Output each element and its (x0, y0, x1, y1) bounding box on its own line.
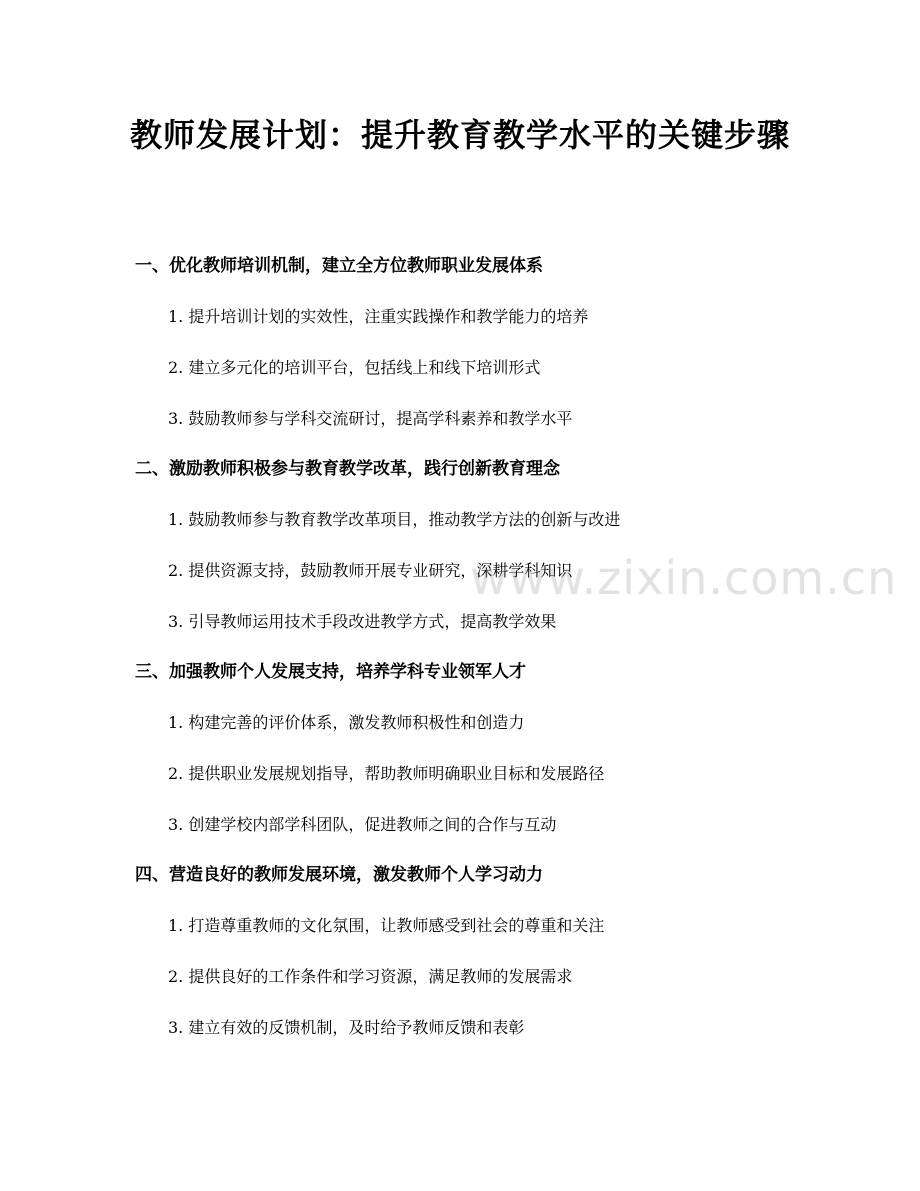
item-text: 鼓励教师参与学科交流研讨，提高学科素养和教学水平 (188, 409, 573, 428)
item-text: 打造尊重教师的文化氛围，让教师感受到社会的尊重和关注 (188, 916, 605, 935)
list-item (168, 407, 572, 431)
item-text: 引导教师运用技术手段改进教学方式，提高教学效果 (188, 612, 557, 631)
item-text: 提升培训计划的实效性，注重实践操作和教学能力的培养 (188, 307, 589, 326)
item-number: 2. (168, 358, 184, 377)
item-text: 创建学校内部学科团队，促进教师之间的合作与互动 (188, 815, 557, 834)
item-number: 3. (168, 409, 184, 428)
item-number: 1. (168, 307, 184, 326)
item-number: 3. (168, 1018, 184, 1037)
item-text: 建立多元化的培训平台，包括线上和线下培训形式 (188, 358, 541, 377)
list-item (168, 610, 556, 634)
item-text: 提供职业发展规划指导，帮助教师明确职业目标和发展路径 (188, 764, 605, 783)
list-item (168, 1016, 524, 1040)
item-number: 2. (168, 967, 184, 986)
item-text: 建立有效的反馈机制，及时给予教师反馈和表彰 (188, 1018, 525, 1037)
item-number: 1. (168, 713, 184, 732)
item-text: 鼓励教师参与教育教学改革项目，推动教学方法的创新与改进 (188, 510, 621, 529)
item-number: 2. (168, 561, 184, 580)
document-title: 教师发展计划：提升教育教学水平的关键步骤 (129, 116, 790, 154)
list-item (168, 813, 556, 837)
list-item (168, 762, 604, 786)
list-item (168, 356, 540, 380)
item-number: 1. (168, 510, 184, 529)
section-heading: 二、激励教师积极参与教育教学改革，践行创新教育理念 (135, 459, 560, 479)
list-item (168, 508, 620, 532)
item-text: 提供良好的工作条件和学习资源，满足教师的发展需求 (188, 967, 573, 986)
item-number: 3. (168, 612, 184, 631)
item-number: 3. (168, 815, 184, 834)
item-number: 1. (168, 916, 184, 935)
list-item (168, 711, 524, 735)
list-item (168, 965, 572, 989)
item-text: 提供资源支持，鼓励教师开展专业研究，深耕学科知识 (188, 561, 573, 580)
watermark: www.zixin.com.cn (470, 551, 898, 605)
section-heading: 一、优化教师培训机制，建立全方位教师职业发展体系 (135, 256, 543, 276)
section-heading: 三、加强教师个人发展支持，培养学科专业领军人才 (135, 662, 526, 682)
item-text: 构建完善的评价体系，激发教师积极性和创造力 (188, 713, 525, 732)
list-item (168, 914, 604, 938)
list-item (168, 305, 588, 329)
section-heading: 四、营造良好的教师发展环境，激发教师个人学习动力 (135, 865, 543, 885)
item-number: 2. (168, 764, 184, 783)
